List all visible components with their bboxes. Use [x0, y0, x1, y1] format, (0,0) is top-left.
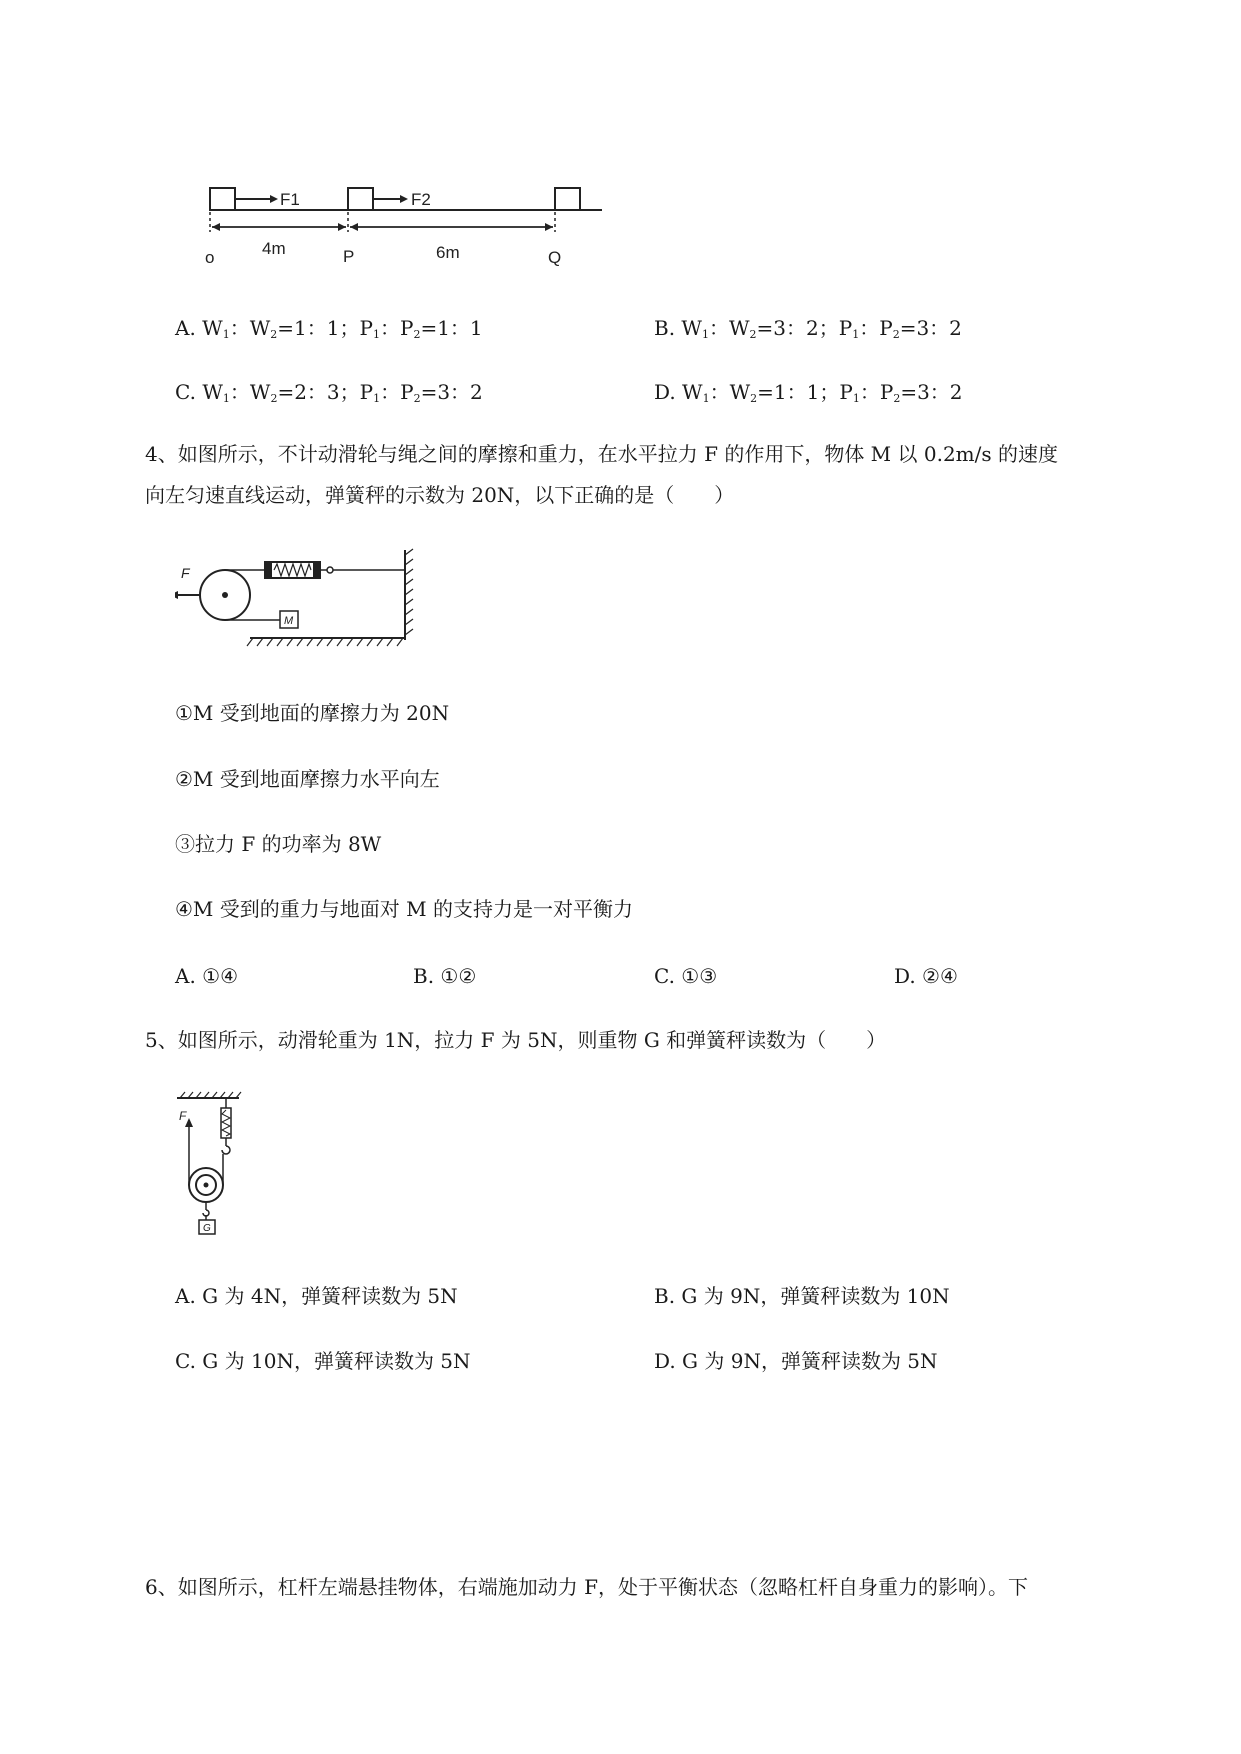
q3-option-d[interactable]: D. $W_1$：$W_2=1$：1；$P_1$：$P_2=3$：2 [654, 380, 963, 405]
point-q-label: Q [548, 248, 562, 267]
distance-pq-label: 6m [436, 243, 460, 262]
q5-option-c[interactable]: C. G 为 10N，弹簧秤读数为 5N [175, 1349, 471, 1373]
distance-diagram [200, 180, 620, 270]
q4-statement-2: ②M 受到地面摩擦力水平向左 [175, 767, 440, 791]
q5-option-a[interactable]: A. G 为 4N，弹簧秤读数为 5N [175, 1284, 458, 1308]
distance-op-label: 4m [262, 239, 286, 258]
q4-stem-line2: 向左匀速直线运动，弹簧秤的示数为 20N，以下正确的是（ ） [145, 483, 735, 507]
q4-option-b[interactable]: B. ①② [413, 964, 477, 988]
point-o-label: o [205, 248, 215, 267]
force-f-label: F [179, 1109, 187, 1123]
q5-stem: 5、如图所示，动滑轮重为 1N，拉力 F 为 5N，则重物 G 和弹簧秤读数为（ ） [145, 1028, 887, 1052]
q3-option-c[interactable]: C. $W_1$：$W_2=2$：3；$P_1$：$P_2=3$：2 [175, 380, 483, 405]
q4-statement-1: ①M 受到地面的摩擦力为 20N [175, 701, 450, 725]
q5-option-d[interactable]: D. G 为 9N，弹簧秤读数为 5N [654, 1349, 938, 1373]
force-f-label: F [181, 565, 190, 581]
pulley-spring-diagram [175, 545, 415, 650]
q6-stem: 6、如图所示，杠杆左端悬挂物体，右端施加动力 F，处于平衡状态（忽略杠杆自身重力的影响）。下 [145, 1575, 1028, 1599]
point-p-label: P [343, 247, 355, 266]
weight-g-label: G [203, 1223, 211, 1234]
f2-label: F2 [411, 190, 431, 209]
block-m-label: M [284, 615, 294, 627]
q4-statement-4: ④M 受到的重力与地面对 M 的支持力是一对平衡力 [175, 897, 633, 921]
q4-option-c[interactable]: C. ①③ [654, 964, 718, 988]
q3-option-a[interactable]: A. $W_1$：$W_2=1$：1；$P_1$：$P_2=1$：1 [175, 316, 483, 341]
f1-label: F1 [280, 190, 300, 209]
q3-option-b[interactable]: B. $W_1$：$W_2=3$：2；$P_1$：$P_2=3$：2 [654, 316, 962, 341]
movable-pulley-diagram [175, 1090, 255, 1240]
q4-statement-3: ③拉力 F 的功率为 8W [175, 832, 382, 856]
q4-option-d[interactable]: D. ②④ [894, 964, 958, 988]
q4-stem-line1: 4、如图所示，不计动滑轮与绳之间的摩擦和重力，在水平拉力 F 的作用下，物体 M 以 0.2m/s 的速度 [145, 442, 1058, 466]
q4-option-a[interactable]: A. ①④ [175, 964, 239, 988]
q5-option-b[interactable]: B. G 为 9N，弹簧秤读数为 10N [654, 1284, 950, 1308]
